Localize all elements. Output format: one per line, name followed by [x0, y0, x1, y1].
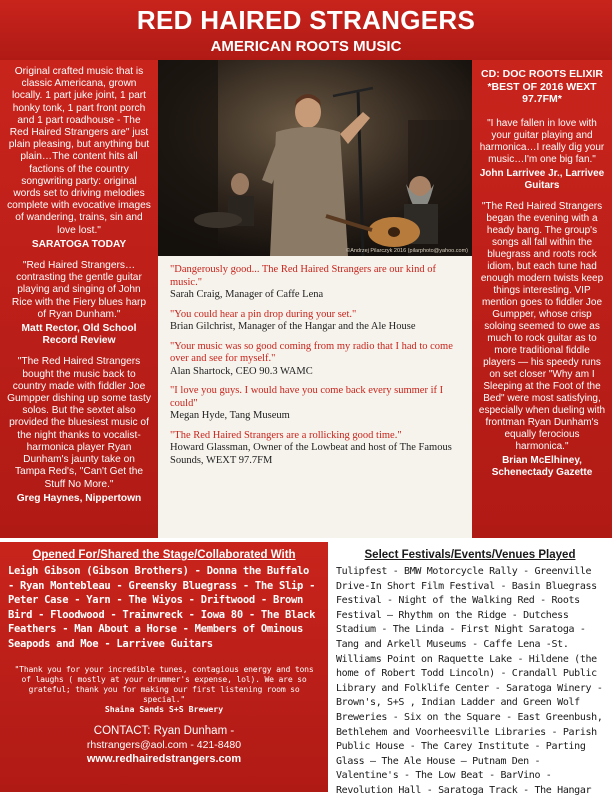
press-quote: "Red Haired Strangers… contrasting the gentle guitar playing and singing of John Rice with the Fiery blues harp of Ryan Dunham." [11, 260, 147, 320]
press-attribution: John Larrivee Jr., Larrivee Guitars [479, 167, 605, 191]
band-photo [158, 60, 472, 256]
center-quote-text: "Your music was so good coming from my radio that I had to come over and see for myself." [170, 340, 453, 364]
shared-stage-heading: Opened For/Shared the Stage/Collaborated With [32, 549, 296, 561]
press-attribution: SARATOGA TODAY [31, 238, 127, 250]
band-photo-illustration [158, 60, 472, 256]
center-quotes-panel [158, 256, 472, 538]
brewery-testimonial-attribution: Shaina Sands S+S Brewery [104, 703, 224, 714]
venues-heading: Select Festivals/Events/Venues Played [364, 549, 576, 561]
press-quote: "The Red Haired Strangers bought the music back to country made with fiddler Joe Gumpper dishing up some tasty solos. But the sextet also provided the bluesiest music of the night thanks to vocalist-harmonica player Ryan Dunham's jaunty take on Tampa Red's, "Can't Get the Stuff No More." [7, 356, 151, 490]
shared-stage-acts: Leigh Gibson (Gibson Brothers) - Donna the Buffalo - Ryan Montebleau - Greensky Bluegrass - The Slip - Peter Case - Yarn - The Wiyos - Driftwood - Brown Bird - Floodwood - Trainwreck - Iowa 80 - The Black Feathers - Man About a Horse - Members of Ominous Seapods and Moe - Larrivee Guitars [8, 565, 316, 650]
center-quote-item [170, 309, 460, 334]
center-quote-item [170, 341, 460, 379]
venues-panel [328, 542, 612, 796]
band-title: RED HAIRED STRANGERS [136, 5, 476, 35]
right-press-column [472, 60, 612, 538]
band-subtitle: AMERICAN ROOTS MUSIC [210, 38, 402, 55]
center-quote-source: Megan Hyde, Tang Museum [170, 410, 290, 421]
header-banner [0, 0, 612, 60]
cd-announcement: CD: DOC ROOTS ELIXIR *BEST OF 2016 WEXT 97.7FM* [481, 68, 603, 105]
center-quote-source: Sarah Craig, Manager of Caffe Lena [170, 289, 324, 300]
center-quote-source: Alan Shartock, CEO 90.3 WAMC [170, 365, 313, 377]
contact-block [8, 724, 320, 766]
brewery-testimonial: "Thank you for your incredible tunes, contagious energy and tons of laughs ( mostly at your drummer's expense, lol). We are so grateful; thank you for making our first listening room so special." [14, 663, 314, 704]
center-quote-text: "Dangerously good... The Red Haired Strangers are our kind of music." [170, 264, 436, 288]
photo-credit: ©Andrzej Pilarczyk 2016 (pilarphoto@yahoo.com) [346, 248, 468, 254]
venues-list: Tulipfest - BMW Motorcycle Rally - Greenville Drive-In Short Film Festival - Basin Bluegrass Festival - Night of the Walking Red - Roots Festival – Rhythm on the Ridge - Dutchess Stadium - The Linda - First Night Saratoga - Tang and Arkell Museums - Caffe Lena -St. Williams Point on Raquette Lake - Hildene (the home of Robert Todd Lincoln) - Crandall Public Library and Folklife Center - Saratoga Winery - Brown's, S+S , Indian Ladder and Green Wolf Breweries - Six on the Square - East Greenbush, Bethlehem and Voorheesville Libraries - Parish Public House - The Carey Institute - Parting Glass – The Ale House – Putnam Den - Valentine's - The Low Beat - BarVino - Revolution Hall - Saratoga Track - The Hangar [336, 566, 603, 796]
center-quote-item [170, 264, 460, 302]
center-quote-item [170, 430, 460, 468]
press-attribution: Greg Haynes, Nippertown [16, 492, 142, 504]
center-quote-text: "I love you guys. I would have you come back every summer if I could" [170, 385, 444, 409]
left-press-column [0, 60, 158, 538]
press-attribution: Brian McElhiney, Schenectady Gazette [491, 454, 593, 478]
press-quote: "The Red Haired Strangers began the evening with a heady bang. The group's songs all fall within the bluegrass and roots rock idiom, but each tune had enough modern twists keep things interesting. VIP mention goes to fiddler Joe Gumpper, whose crisp soloing seemed to owe as much to rock guitar as to more traditional fiddle players — his speedy runs on set closer "Why am I Sleeping at the Foot of the Bed" were most satisfying, especially when dueling with frontman Ryan Dunham's equally ferocious harmonica." [478, 200, 606, 452]
website-link[interactable]: www.redhairedstrangers.com [86, 752, 242, 765]
shared-stage-panel [0, 542, 328, 792]
contact-email-phone[interactable]: rhstrangers@aol.com - 421-8480 [86, 738, 242, 751]
center-quote-source: Brian Gilchrist, Manager of the Hangar and the Ale House [170, 321, 416, 332]
center-quote-text: "You could hear a pin drop during your set." [170, 308, 357, 320]
center-quote-source: Howard Glassman, Owner of the Lowbeat and host of The Famous Sounds, WEXT 97.7FM [170, 442, 452, 466]
press-quote: "I have fallen in love with your guitar playing and harmonica…I really dig your music…I'm one big fan." [479, 117, 605, 165]
center-quote-item [170, 385, 460, 423]
press-attribution: Matt Rector, Old School Record Review [21, 323, 137, 347]
center-quote-text: "The Red Haired Strangers are a rollicking good time." [170, 429, 402, 441]
press-quote: Original crafted music that is classic Americana, grown locally. 1 part juke joint, 1 part honky tonk, 1 part front porch and 1 part roadhouse - The Red Haired Strangers are" just plain pleasing, but anything but plain…The content hits all factions of the country songwriting party: original words set to driving melodies complete with evocative images of wandering, trains, sin and love lost." [7, 66, 151, 236]
contact-name: CONTACT: Ryan Dunham - [93, 724, 235, 737]
